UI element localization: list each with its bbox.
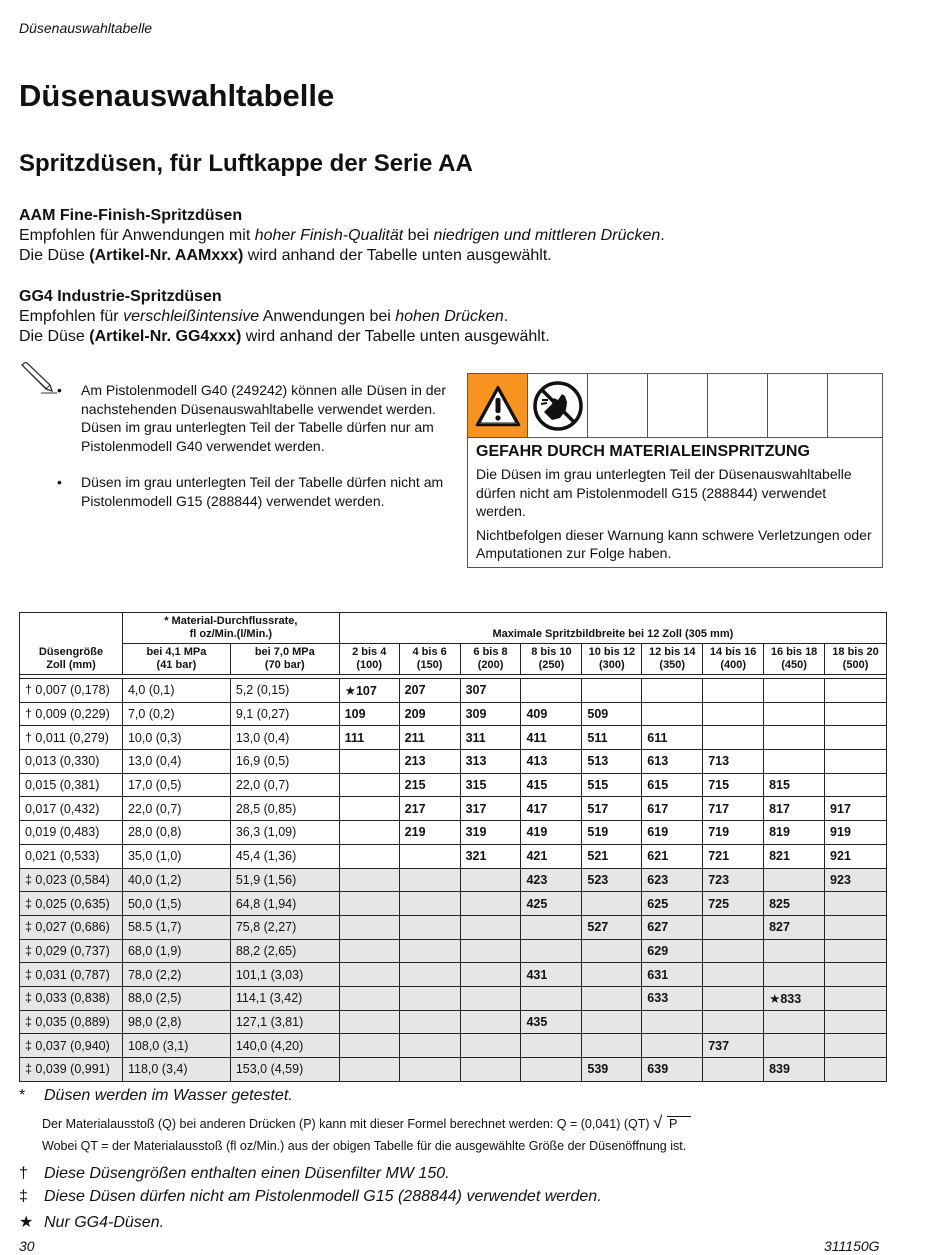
col-flow-header: * Material-Durchflussrate, fl oz/Min.(l/Min.) [122, 613, 339, 644]
tip-number-cell: 817 [764, 797, 825, 821]
flow-rate-cell: 5,2 (0,15) [230, 679, 339, 703]
flow-rate-cell: 28,0 (0,8) [122, 821, 230, 845]
pencil-icon [19, 362, 57, 396]
flow-rate-cell: 88,0 (2,5) [122, 986, 230, 1010]
tip-number-cell [521, 679, 582, 703]
tip-number-cell: 717 [703, 797, 764, 821]
table-row [20, 773, 887, 797]
tip-number-cell: 515 [582, 773, 642, 797]
nozzle-size-cell: ‡ 0,029 (0,737) [20, 939, 123, 963]
table-row [20, 844, 887, 868]
tip-number-cell: 627 [642, 915, 703, 939]
table-row [20, 702, 887, 726]
spray-width-header: 14 bis 16 (400) [703, 644, 764, 675]
tip-number-cell [339, 892, 399, 916]
tip-number-cell: 307 [460, 679, 521, 703]
flow-rate-cell: 36,3 (1,09) [230, 821, 339, 845]
tip-number-cell: 219 [399, 821, 460, 845]
tip-number-cell: 715 [703, 773, 764, 797]
gg4-title: GG4 Industrie-Spritzdüsen [19, 288, 222, 305]
footnote-dagger: † Diese Düsengrößen enthalten einen Düsenfilter MW 150. [19, 1165, 450, 1182]
pressure-header: bei 7,0 MPa (70 bar) [230, 644, 339, 675]
gg4-line-1: Empfohlen für verschleißintensive Anwendungen bei hohen Drücken. [19, 308, 509, 325]
flow-rate-cell: 4,0 (0,1) [122, 679, 230, 703]
spray-width-header: 8 bis 10 (250) [521, 644, 582, 675]
tip-number-cell [582, 963, 642, 987]
tip-number-cell [703, 1010, 764, 1034]
tip-number-cell [825, 892, 887, 916]
nozzle-size-cell: 0,019 (0,483) [20, 821, 123, 845]
tip-number-cell [764, 939, 825, 963]
tip-number-cell [703, 702, 764, 726]
tip-number-cell [764, 726, 825, 750]
flow-rate-cell: 78,0 (2,2) [122, 963, 230, 987]
tip-number-cell: 207 [399, 679, 460, 703]
table-row [20, 868, 887, 892]
tip-number-cell: 217 [399, 797, 460, 821]
tip-number-cell [582, 939, 642, 963]
tip-number-cell [825, 679, 887, 703]
tip-number-cell: 723 [703, 868, 764, 892]
tip-number-cell: 317 [460, 797, 521, 821]
table-row [20, 821, 887, 845]
flow-rate-cell: 108,0 (3,1) [122, 1034, 230, 1058]
tip-number-cell [521, 1034, 582, 1058]
tip-number-cell: 523 [582, 868, 642, 892]
tip-number-cell [399, 844, 460, 868]
nozzle-size-cell: † 0,007 (0,178) [20, 679, 123, 703]
empty-cell [708, 374, 768, 437]
tip-number-cell: 309 [460, 702, 521, 726]
table-row [20, 797, 887, 821]
tip-number-cell [825, 915, 887, 939]
nozzle-size-cell: ‡ 0,025 (0,635) [20, 892, 123, 916]
flow-rate-cell: 51,9 (1,56) [230, 868, 339, 892]
tip-number-cell [825, 963, 887, 987]
aam-title: AAM Fine-Finish-Spritzdüsen [19, 207, 243, 224]
flow-rate-cell: 22,0 (0,7) [122, 797, 230, 821]
tip-number-cell: 109 [339, 702, 399, 726]
footnote-black-star: ★ Nur GG4-Düsen. [19, 1214, 165, 1231]
table-row [20, 1010, 887, 1034]
empty-cell [828, 374, 882, 437]
tip-number-cell [339, 1058, 399, 1082]
page-title: Düsenauswahltabelle [19, 78, 335, 113]
tip-number-cell: 435 [521, 1010, 582, 1034]
col-width-header: Maximale Spritzbildbreite bei 12 Zoll (305 mm) [339, 613, 886, 644]
tip-number-cell [642, 702, 703, 726]
tip-number-cell [582, 892, 642, 916]
spray-width-header: 6 bis 8 (200) [460, 644, 521, 675]
tip-number-cell [582, 1010, 642, 1034]
flow-rate-cell: 75,8 (2,27) [230, 915, 339, 939]
tip-number-cell [399, 1058, 460, 1082]
tip-number-cell [521, 1058, 582, 1082]
warning-triangle-icon [475, 385, 521, 427]
tip-number-cell: 413 [521, 750, 582, 774]
gg4-block [19, 287, 550, 347]
tip-number-cell [399, 915, 460, 939]
nozzle-table [19, 612, 887, 1082]
tip-number-cell: 629 [642, 939, 703, 963]
tip-number-cell [703, 963, 764, 987]
flow-rate-cell: 40,0 (1,2) [122, 868, 230, 892]
tip-number-cell [399, 986, 460, 1010]
flow-rate-cell: 10,0 (0,3) [122, 726, 230, 750]
tip-number-cell [825, 702, 887, 726]
tip-number-cell: 639 [642, 1058, 703, 1082]
bullet: • [57, 474, 62, 490]
tip-number-cell: 713 [703, 750, 764, 774]
tip-number-cell [339, 868, 399, 892]
section-title: Spritzdüsen, für Luftkappe der Serie AA [19, 150, 473, 177]
tip-number-cell [399, 963, 460, 987]
tip-number-cell [764, 679, 825, 703]
table-row [20, 986, 887, 1010]
flow-rate-cell: 127,1 (3,81) [230, 1010, 339, 1034]
tip-number-cell: 209 [399, 702, 460, 726]
tip-number-cell: 419 [521, 821, 582, 845]
tip-number-cell: 511 [582, 726, 642, 750]
flow-rate-cell: 114,1 (3,42) [230, 986, 339, 1010]
table-row [20, 1058, 887, 1082]
tip-number-cell: 111 [339, 726, 399, 750]
tip-number-cell: 613 [642, 750, 703, 774]
notes-list [57, 381, 447, 528]
spray-width-header: 18 bis 20 (500) [825, 644, 887, 675]
running-header: Düsenauswahltabelle [19, 20, 153, 36]
tip-number-cell: 421 [521, 844, 582, 868]
tip-number-cell [764, 702, 825, 726]
tip-number-cell: 721 [703, 844, 764, 868]
tip-number-cell: 633 [642, 986, 703, 1010]
tip-number-cell [339, 963, 399, 987]
tip-number-cell: 821 [764, 844, 825, 868]
no-hand-spray-icon [532, 380, 584, 432]
tip-number-cell [460, 963, 521, 987]
flow-rate-cell: 22,0 (0,7) [230, 773, 339, 797]
flow-rate-cell: 13,0 (0,4) [122, 750, 230, 774]
tip-number-cell: 919 [825, 821, 887, 845]
warning-text: Nichtbefolgen dieser Warnung kann schwere Verletzungen oder Amputationen zur Folge haben. [476, 526, 872, 561]
tip-number-cell [582, 679, 642, 703]
table-row [20, 939, 887, 963]
tip-number-cell [339, 773, 399, 797]
tip-number-cell [825, 750, 887, 774]
tip-number-cell [582, 986, 642, 1010]
flow-rate-cell: 68,0 (1,9) [122, 939, 230, 963]
table-row [20, 750, 887, 774]
aam-block [19, 206, 665, 266]
table-row [20, 915, 887, 939]
spray-width-header: 4 bis 6 (150) [399, 644, 460, 675]
flow-rate-cell: 140,0 (4,20) [230, 1034, 339, 1058]
tip-number-cell: 623 [642, 868, 703, 892]
tip-number-cell [399, 868, 460, 892]
bullet: • [57, 382, 62, 398]
tip-number-cell [582, 1034, 642, 1058]
nozzle-size-cell: ‡ 0,031 (0,787) [20, 963, 123, 987]
tip-number-cell [764, 1010, 825, 1034]
tip-number-cell: 315 [460, 773, 521, 797]
tip-number-cell [339, 986, 399, 1010]
nozzle-size-cell: ‡ 0,035 (0,889) [20, 1010, 123, 1034]
empty-cell [648, 374, 708, 437]
flow-rate-cell: 58.5 (1,7) [122, 915, 230, 939]
note-item: • Düsen im grau unterlegten Teil der Tabelle dürfen nicht am Pistolenmodell G15 (288844) verwendet werden. [57, 474, 444, 509]
tip-number-cell [521, 986, 582, 1010]
aam-line-1: Empfohlen für Anwendungen mit hoher Finish-Qualität bei niedrigen und mittleren Drücken. [19, 227, 665, 244]
tip-number-cell [339, 750, 399, 774]
tip-number-cell: 431 [521, 963, 582, 987]
tip-number-cell: ★107 [339, 679, 399, 703]
nozzle-size-cell: ‡ 0,039 (0,991) [20, 1058, 123, 1082]
tip-number-cell: 827 [764, 915, 825, 939]
tip-number-cell: 417 [521, 797, 582, 821]
tip-number-cell [399, 939, 460, 963]
col-size-header: Düsengröße Zoll (mm) [20, 613, 123, 675]
tip-number-cell: 527 [582, 915, 642, 939]
flow-rate-cell: 64,8 (1,94) [230, 892, 339, 916]
tip-number-cell: 539 [582, 1058, 642, 1082]
spray-width-header: 10 bis 12 (300) [582, 644, 642, 675]
tip-number-cell: 423 [521, 868, 582, 892]
sqrt-symbol: √ P [653, 1117, 691, 1131]
tip-number-cell: 311 [460, 726, 521, 750]
tip-number-cell: 819 [764, 821, 825, 845]
tip-number-cell: 825 [764, 892, 825, 916]
tip-number-cell: 321 [460, 844, 521, 868]
footnote-star: * Düsen werden im Wasser getestet. [19, 1087, 293, 1104]
tip-number-cell: 215 [399, 773, 460, 797]
tip-number-cell [825, 1034, 887, 1058]
tip-number-cell [399, 1010, 460, 1034]
nozzle-size-cell: † 0,009 (0,229) [20, 702, 123, 726]
tip-number-cell [460, 1058, 521, 1082]
formula-line: Der Materialausstoß (Q) bei anderen Drücken (P) kann mit dieser Formel berechnet werden: Q = (0,041) (QT) √ P [42, 1117, 691, 1131]
tip-number-cell [825, 1058, 887, 1082]
tip-number-cell: 815 [764, 773, 825, 797]
tip-number-cell [339, 915, 399, 939]
tip-number-cell [825, 726, 887, 750]
tip-number-cell: 917 [825, 797, 887, 821]
flow-rate-cell: 153,0 (4,59) [230, 1058, 339, 1082]
tip-number-cell [339, 939, 399, 963]
tip-number-cell [825, 986, 887, 1010]
tip-number-cell: 319 [460, 821, 521, 845]
tip-number-cell [703, 726, 764, 750]
tip-number-cell: 839 [764, 1058, 825, 1082]
tip-number-cell [703, 915, 764, 939]
tip-number-cell: 621 [642, 844, 703, 868]
tip-number-cell [460, 939, 521, 963]
tip-number-cell [703, 1058, 764, 1082]
document-number: 311150G [824, 1238, 880, 1254]
tip-number-cell [460, 868, 521, 892]
flow-rate-cell: 16,9 (0,5) [230, 750, 339, 774]
tip-number-cell [703, 679, 764, 703]
tip-number-cell [825, 1010, 887, 1034]
tip-number-cell [642, 679, 703, 703]
tip-number-cell: 211 [399, 726, 460, 750]
nozzle-size-cell: † 0,011 (0,279) [20, 726, 123, 750]
empty-cell [588, 374, 648, 437]
tip-number-cell: 513 [582, 750, 642, 774]
tip-number-cell [703, 986, 764, 1010]
tip-number-cell [460, 986, 521, 1010]
nozzle-size-cell: 0,015 (0,381) [20, 773, 123, 797]
tip-number-cell: 415 [521, 773, 582, 797]
tip-number-cell [339, 1010, 399, 1034]
tip-number-cell [399, 1034, 460, 1058]
tip-number-cell [339, 844, 399, 868]
table-row [20, 679, 887, 703]
flow-rate-cell: 98,0 (2,8) [122, 1010, 230, 1034]
warning-box [467, 373, 883, 568]
tip-number-cell: ★833 [764, 986, 825, 1010]
tip-number-cell: 509 [582, 702, 642, 726]
note-item: • Am Pistolenmodell G40 (249242) können alle Düsen in der nachstehenden Düsenauswahltabelle verwendet werden. Düsen im grau unterlegten Teil der Tabelle dürfen nur am Pistolenmodell G40 verwendet werden. [57, 382, 446, 454]
flow-rate-cell: 50,0 (1,5) [122, 892, 230, 916]
warning-icon-row [468, 374, 882, 438]
tip-number-cell: 921 [825, 844, 887, 868]
flow-rate-cell: 13,0 (0,4) [230, 726, 339, 750]
page-number: 30 [19, 1238, 35, 1254]
formula-explanation: Wobei QT = der Materialausstoß (fl oz/Min.) aus der obigen Tabelle für die ausgewählte Größe der Düsenöffnung ist. [42, 1139, 687, 1153]
tip-number-cell: 519 [582, 821, 642, 845]
tip-number-cell: 737 [703, 1034, 764, 1058]
tip-number-cell [825, 939, 887, 963]
tip-number-cell: 521 [582, 844, 642, 868]
tip-number-cell [460, 892, 521, 916]
tip-number-cell: 611 [642, 726, 703, 750]
table-row [20, 963, 887, 987]
spray-width-header: 16 bis 18 (450) [764, 644, 825, 675]
tip-number-cell [460, 1034, 521, 1058]
empty-cell [768, 374, 828, 437]
nozzle-size-cell: ‡ 0,033 (0,838) [20, 986, 123, 1010]
flow-rate-cell: 35,0 (1,0) [122, 844, 230, 868]
tip-number-cell: 719 [703, 821, 764, 845]
tip-number-cell [825, 773, 887, 797]
tip-number-cell: 313 [460, 750, 521, 774]
nozzle-size-cell: ‡ 0,027 (0,686) [20, 915, 123, 939]
tip-number-cell [399, 892, 460, 916]
tip-number-cell [764, 1034, 825, 1058]
tip-number-cell [339, 821, 399, 845]
tip-number-cell [460, 915, 521, 939]
tip-number-cell [764, 963, 825, 987]
warning-cell [468, 374, 528, 437]
spray-width-header: 2 bis 4 (100) [339, 644, 399, 675]
warning-title: GEFAHR DURCH MATERIALEINSPRITZUNG [476, 443, 810, 460]
tip-number-cell [764, 868, 825, 892]
tip-number-cell [521, 915, 582, 939]
flow-rate-cell: 88,2 (2,65) [230, 939, 339, 963]
gg4-line-2: Die Düse (Artikel-Nr. GG4xxx) wird anhand der Tabelle unten ausgewählt. [19, 328, 550, 345]
flow-rate-cell: 7,0 (0,2) [122, 702, 230, 726]
nozzle-size-cell: ‡ 0,023 (0,584) [20, 868, 123, 892]
tip-number-cell: 617 [642, 797, 703, 821]
tip-number-cell [703, 939, 764, 963]
tip-number-cell [642, 1034, 703, 1058]
tip-number-cell: 425 [521, 892, 582, 916]
tip-number-cell: 631 [642, 963, 703, 987]
nozzle-size-cell: 0,013 (0,330) [20, 750, 123, 774]
tip-number-cell: 619 [642, 821, 703, 845]
aam-line-2: Die Düse (Artikel-Nr. AAMxxx) wird anhand der Tabelle unten ausgewählt. [19, 247, 552, 264]
table-row [20, 1034, 887, 1058]
tip-number-cell: 517 [582, 797, 642, 821]
tip-number-cell: 409 [521, 702, 582, 726]
tip-number-cell [460, 1010, 521, 1034]
prohibition-cell [528, 374, 588, 437]
pressure-header: bei 4,1 MPa (41 bar) [122, 644, 230, 675]
table-row [20, 892, 887, 916]
flow-rate-cell: 9,1 (0,27) [230, 702, 339, 726]
nozzle-size-cell: 0,021 (0,533) [20, 844, 123, 868]
nozzle-size-cell: 0,017 (0,432) [20, 797, 123, 821]
flow-rate-cell: 45,4 (1,36) [230, 844, 339, 868]
warning-text: Die Düsen im grau unterlegten Teil der Düsenauswahltabelle dürfen nicht am Pistolenmodell G15 (288844) verwendet werden. [476, 466, 852, 519]
tip-number-cell: 725 [703, 892, 764, 916]
flow-rate-cell: 28,5 (0,85) [230, 797, 339, 821]
flow-rate-cell: 17,0 (0,5) [122, 773, 230, 797]
spray-width-header: 12 bis 14 (350) [642, 644, 703, 675]
tip-number-cell: 615 [642, 773, 703, 797]
footnote-double-dagger: ‡ Diese Düsen dürfen nicht am Pistolenmodell G15 (288844) verwendet werden. [19, 1188, 602, 1205]
tip-number-cell [339, 797, 399, 821]
tip-number-cell [339, 1034, 399, 1058]
flow-rate-cell: 101,1 (3,03) [230, 963, 339, 987]
nozzle-size-cell: ‡ 0,037 (0,940) [20, 1034, 123, 1058]
tip-number-cell [764, 750, 825, 774]
tip-number-cell [642, 1010, 703, 1034]
flow-rate-cell: 118,0 (3,4) [122, 1058, 230, 1082]
tip-number-cell: 411 [521, 726, 582, 750]
tip-number-cell: 625 [642, 892, 703, 916]
tip-number-cell [521, 939, 582, 963]
table-row [20, 726, 887, 750]
tip-number-cell: 213 [399, 750, 460, 774]
tip-number-cell: 923 [825, 868, 887, 892]
